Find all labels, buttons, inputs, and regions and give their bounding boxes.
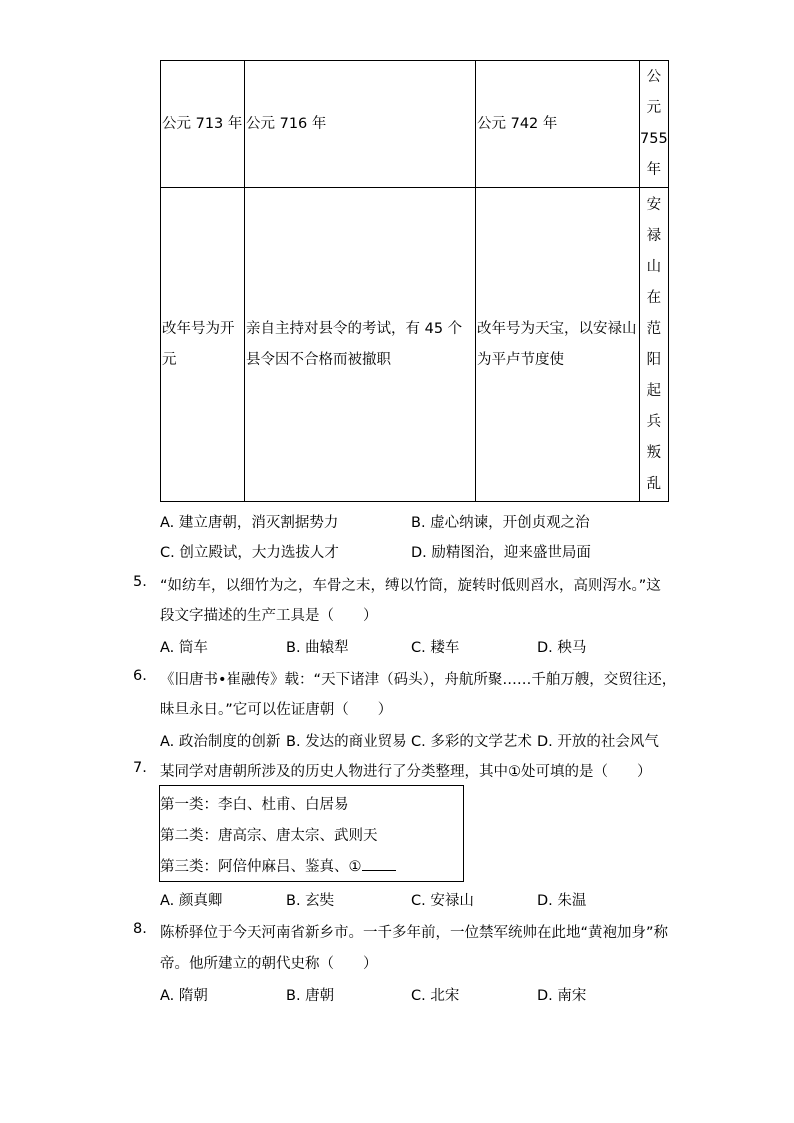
option-d[interactable]: D. 励精图治，迎来盛世局面	[411, 545, 591, 561]
option-c[interactable]: C. 耧车	[411, 640, 460, 656]
option-c[interactable]: C. 创立殿试，大力选拔人才	[160, 545, 339, 561]
question-number: 6.	[133, 668, 147, 684]
option-b[interactable]: B. 玄奘	[286, 893, 335, 909]
table-cell: 亲自主持对县令的考试，有 45 个县令因不合格而被撤职	[245, 188, 476, 502]
question-stem: 帝。他所建立的朝代史称（ ）	[160, 956, 378, 972]
option-c[interactable]: C. 多彩的文学艺术	[411, 734, 532, 750]
option-a[interactable]: A. 筒车	[160, 640, 208, 656]
option-b[interactable]: B. 发达的商业贸易	[286, 734, 407, 750]
box-line-text: 第三类：阿倍仲麻吕、鉴真、①	[160, 859, 362, 875]
option-d[interactable]: D. 朱温	[537, 893, 587, 909]
answer-blank[interactable]	[362, 857, 396, 871]
table-row-years	[161, 61, 669, 188]
question-stem: 《旧唐书•崔融传》载：“天下诸津（码头），舟航所聚……千舶万艘，交贸往还，	[160, 672, 677, 688]
option-a[interactable]: A. 隋朝	[160, 988, 208, 1004]
table-cell: 公元 742 年	[476, 61, 640, 188]
classification-box	[159, 785, 464, 882]
question-number: 8.	[133, 921, 147, 937]
question-stem: 昧旦永日。”它可以佐证唐朝（ ）	[160, 702, 393, 718]
table-cell: 公元 716 年	[245, 61, 476, 188]
option-a[interactable]: A. 颜真卿	[160, 893, 223, 909]
vertical-text: 安 禄 山 在 范 阳 起 兵 叛 乱	[646, 196, 662, 492]
option-a[interactable]: A. 政治制度的创新	[160, 734, 281, 750]
table-cell: 改年号为天宝，以安禄山为平卢节度使	[476, 188, 640, 502]
option-d[interactable]: D. 南宋	[537, 988, 587, 1004]
table-cell	[640, 188, 669, 502]
table-cell: 改年号为开元	[161, 188, 245, 502]
option-a[interactable]: A. 建立唐朝，消灭割据势力	[160, 515, 339, 531]
question-stem: 段文字描述的生产工具是（ ）	[160, 608, 378, 624]
option-b[interactable]: B. 曲辕犁	[286, 640, 349, 656]
question-stem: 某同学对唐朝所涉及的历史人物进行了分类整理，其中①处可填的是（ ）	[160, 764, 652, 780]
vertical-text: 公 元 755 年	[640, 69, 668, 178]
box-line: 第一类：李白、杜甫、白居易	[160, 797, 349, 813]
timeline-table	[160, 60, 669, 502]
option-c[interactable]: C. 北宋	[411, 988, 460, 1004]
question-number: 7.	[133, 760, 147, 776]
question-stem: “如纺车，以细竹为之，车骨之末，缚以竹筒，旋转时低则舀水，高则泻水。”这	[160, 578, 661, 594]
option-b[interactable]: B. 唐朝	[286, 988, 335, 1004]
box-line: 第二类：唐高宗、唐太宗、武则天	[160, 828, 378, 844]
option-d[interactable]: D. 开放的社会风气	[537, 734, 659, 750]
table-row-events	[161, 188, 669, 502]
box-line	[160, 855, 396, 876]
option-c[interactable]: C. 安禄山	[411, 893, 474, 909]
table-cell	[640, 61, 669, 188]
table-cell: 公元 713 年	[161, 61, 245, 188]
question-stem: 陈桥驿位于今天河南省新乡市。一千多年前，一位禁军统帅在此地“黄袍加身”称	[160, 925, 669, 941]
question-number: 5.	[133, 574, 147, 590]
option-b[interactable]: B. 虚心纳谏，开创贞观之治	[411, 515, 590, 531]
option-d[interactable]: D. 秧马	[537, 640, 587, 656]
